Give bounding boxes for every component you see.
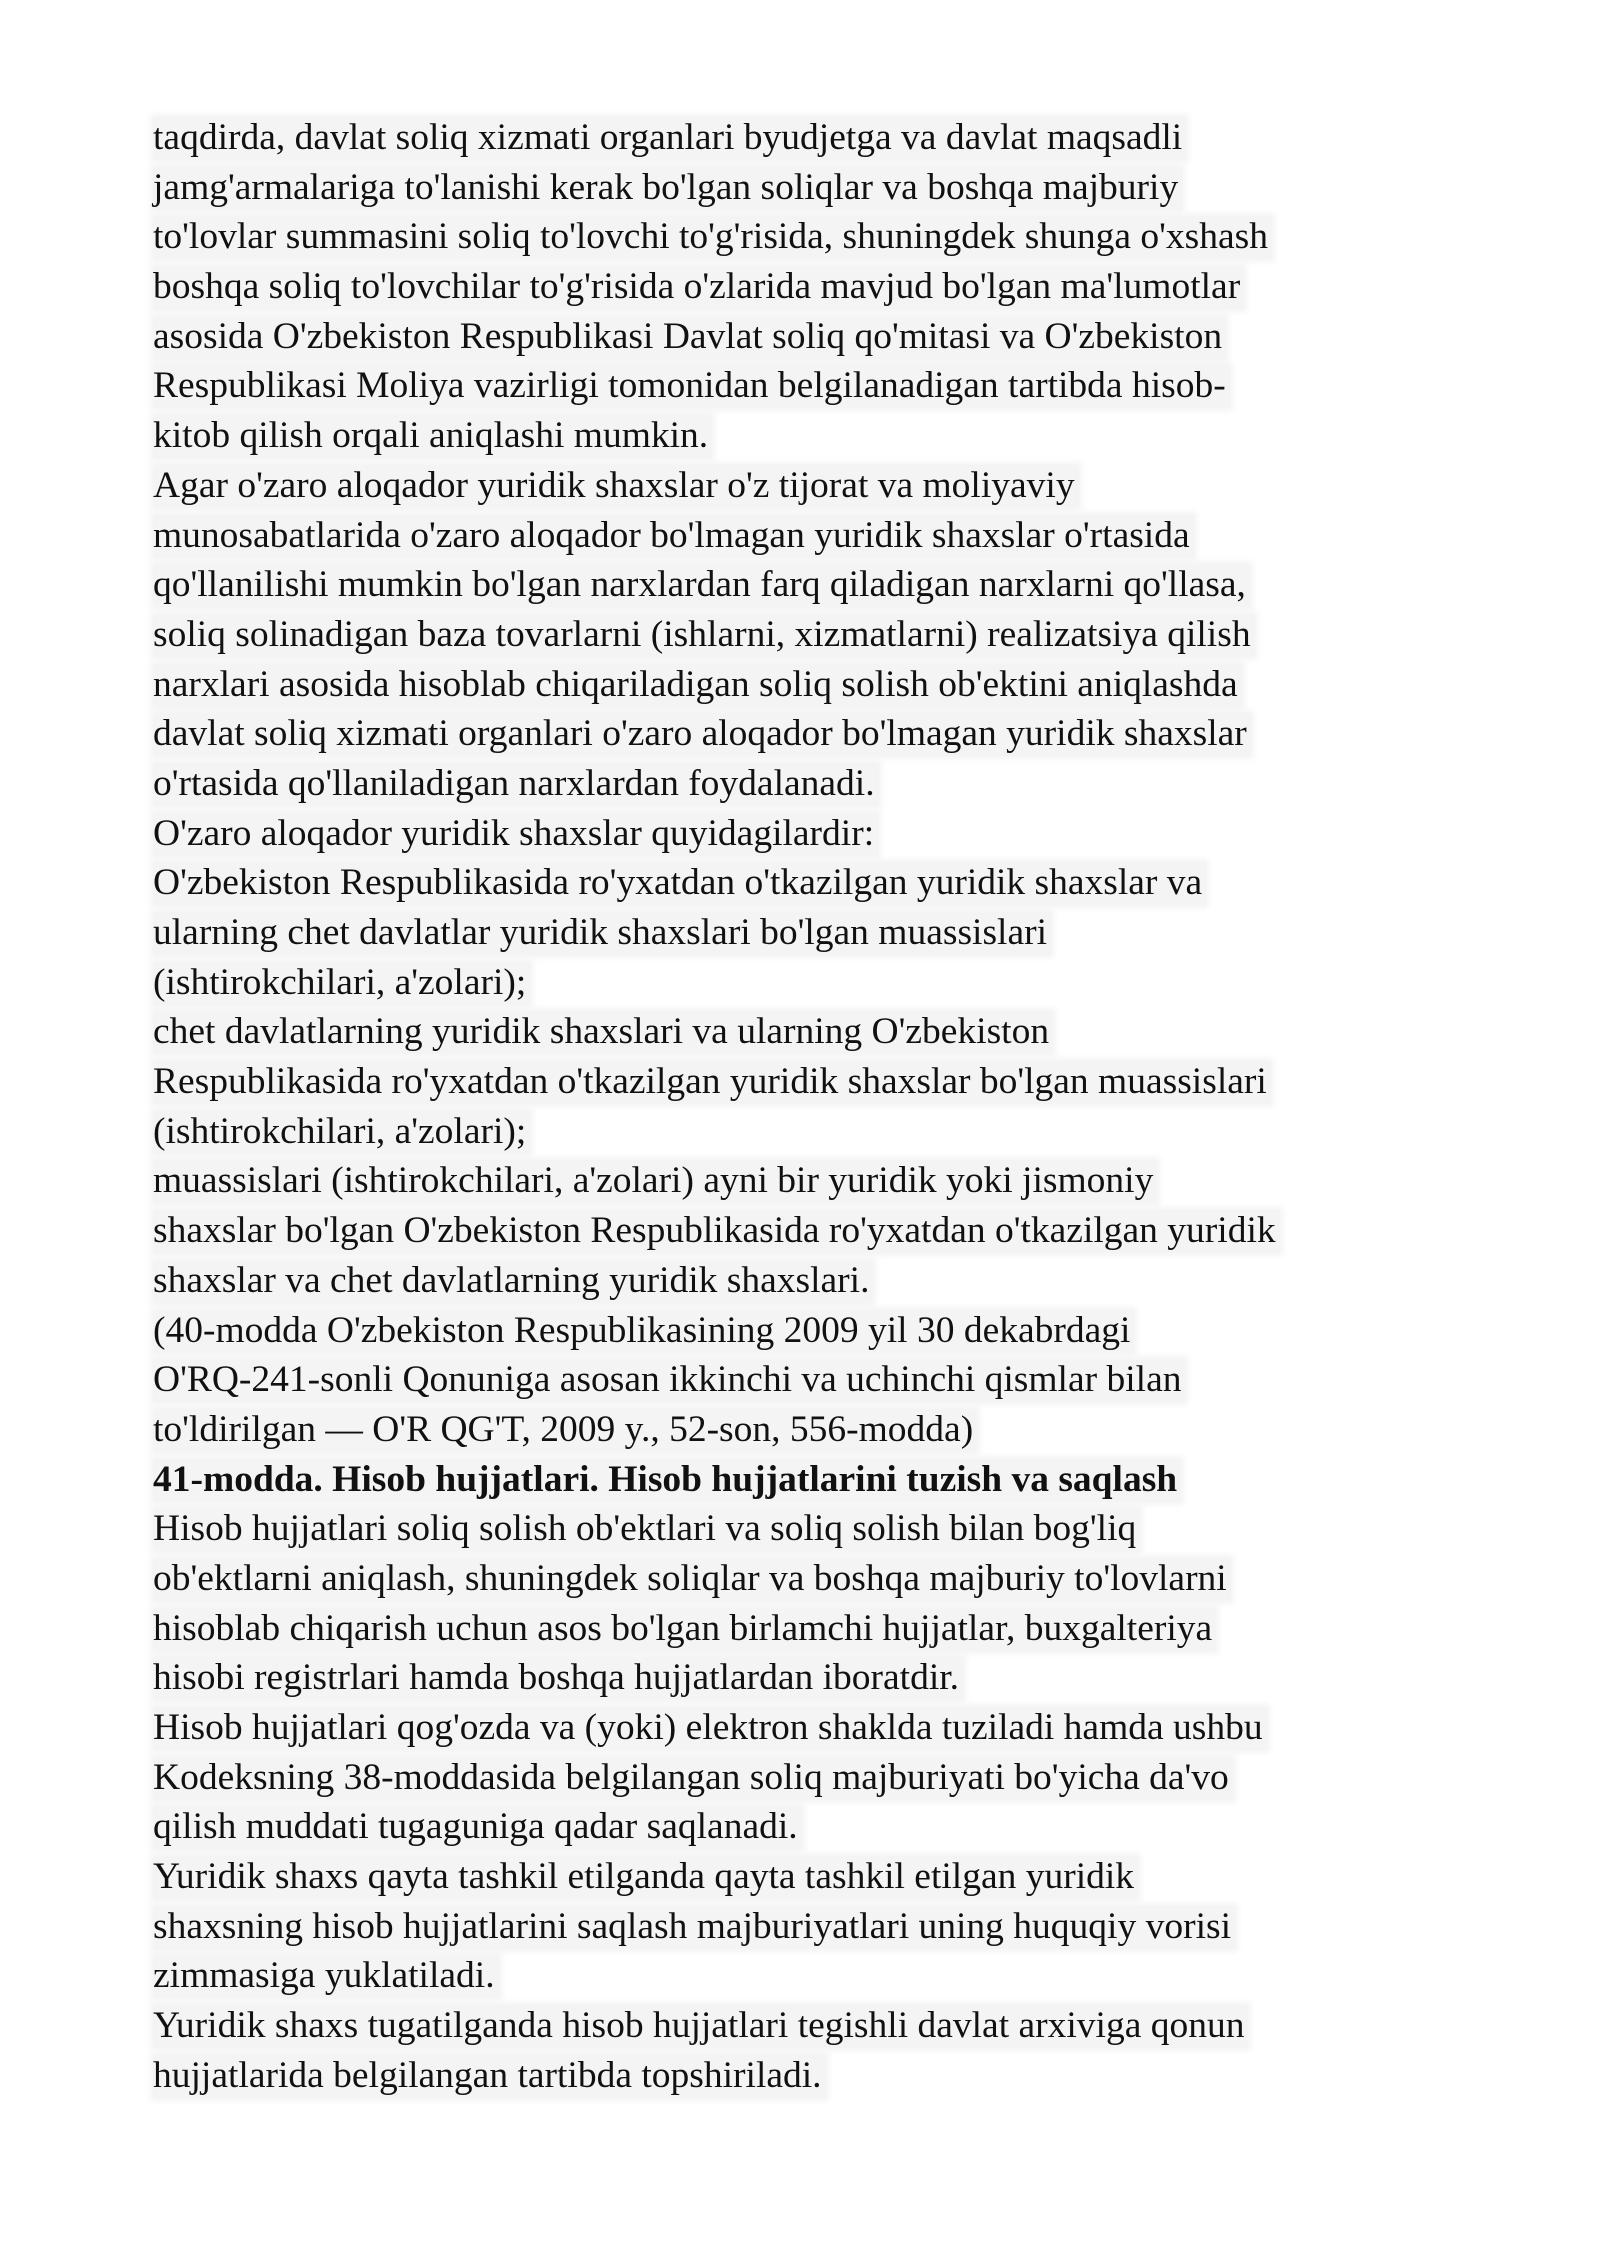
document-text-line: [153, 1504, 1473, 1554]
document-line-text: zimmasiga yuklatiladi.: [153, 1955, 499, 1998]
document-line-text: (ishtirokchilari, a'zolari);: [153, 962, 530, 1005]
document-line-text: kitob qilish orqali aniqlashi mumkin.: [153, 415, 712, 458]
document-line-text: asosida O'zbekiston Respublikasi Davlat soliq qo'mitasi va O'zbekiston: [153, 316, 1226, 359]
document-text-line: [153, 660, 1473, 710]
document-line-text: narxlari asosida hisoblab chiqariladigan soliq solish ob'ektini aniqlashda: [153, 664, 1242, 707]
document-text-line: [153, 1405, 1473, 1455]
document-text-line: [153, 163, 1473, 213]
document-text-line: [153, 858, 1473, 908]
document-line-text: Agar o'zaro aloqador yuridik shaxslar o'z tijorat va moliyaviy: [153, 465, 1079, 508]
document-line-text: Hisob hujjatlari qog'ozda va (yoki) elektron shaklda tuziladi hamda ushbu: [153, 1707, 1267, 1750]
document-text-line: [153, 560, 1473, 610]
document-line-text: chet davlatlarning yuridik shaxslari va ularning O'zbekiston: [153, 1011, 1053, 1054]
document-line-text: (ishtirokchilari, a'zolari);: [153, 1111, 530, 1154]
article-heading-text: 41-modda. Hisob hujjatlari. Hisob hujjatlarini tuzish va saqlash: [153, 1459, 1181, 1502]
document-line-text: Hisob hujjatlari soliq solish ob'ektlari va soliq solish bilan bog'liq: [153, 1508, 1140, 1551]
document-text-line: [153, 709, 1473, 759]
article-heading-line: [153, 1455, 1473, 1505]
document-line-text: O'zaro aloqador yuridik shaxslar quyidagilardir:: [153, 813, 878, 856]
document-text-line: [153, 1256, 1473, 1306]
document-line-text: boshqa soliq to'lovchilar to'g'risida o'zlarida mavjud bo'lgan ma'lumotlar: [153, 266, 1244, 309]
document-line-text: O'RQ-241-sonli Qonuniga asosan ikkinchi va uchinchi qismlar bilan: [153, 1359, 1185, 1402]
document-text-line: [153, 1703, 1473, 1753]
document-line-text: qilish muddati tugaguniga qadar saqlanadi.: [153, 1806, 802, 1849]
document-line-text: Yuridik shaxs tugatilganda hisob hujjatlari tegishli davlat arxiviga qonun: [153, 2005, 1248, 2048]
document-text-line: [153, 1057, 1473, 1107]
document-text-line: [153, 610, 1473, 660]
document-line-text: shaxsning hisob hujjatlarini saqlash majburiyatlari uning huquqiy vorisi: [153, 1906, 1235, 1949]
document-text-line: [153, 1951, 1473, 2001]
document-text-body: [153, 113, 1473, 2101]
document-line-text: muassislari (ishtirokchilari, a'zolari) ayni bir yuridik yoki jismoniy: [153, 1160, 1157, 1203]
document-text-line: [153, 1604, 1473, 1654]
document-text-line: [153, 1554, 1473, 1604]
document-line-text: davlat soliq xizmati organlari o'zaro aloqador bo'lmagan yuridik shaxslar: [153, 713, 1251, 756]
document-line-text: munosabatlarida o'zaro aloqador bo'lmagan yuridik shaxslar o'rtasida: [153, 515, 1194, 558]
document-line-text: O'zbekiston Respublikasida ro'yxatdan o'tkazilgan yuridik shaxslar va: [153, 862, 1206, 905]
document-text-line: [153, 2001, 1473, 2051]
document-text-line: [153, 1653, 1473, 1703]
document-text-line: [153, 113, 1473, 163]
document-text-line: [153, 212, 1473, 262]
document-line-text: Respublikasi Moliya vazirligi tomonidan belgilanadigan tartibda hisob-: [153, 365, 1230, 408]
document-line-text: taqdirda, davlat soliq xizmati organlari byudjetga va davlat maqsadli: [153, 117, 1186, 160]
document-text-line: [153, 809, 1473, 859]
document-line-text: hisobi registrlari hamda boshqa hujjatlardan iboratdir.: [153, 1657, 963, 1700]
document-line-text: to'lovlar summasini soliq to'lovchi to'g'risida, shuningdek shunga o'xshash: [153, 216, 1272, 259]
document-text-line: [153, 262, 1473, 312]
document-text-line: [153, 1306, 1473, 1356]
document-line-text: Kodeksning 38-moddasida belgilangan soliq majburiyati bo'yicha da'vo: [153, 1757, 1233, 1800]
document-line-text: shaxslar va chet davlatlarning yuridik shaxslari.: [153, 1260, 873, 1303]
document-text-line: [153, 312, 1473, 362]
document-line-text: Yuridik shaxs qayta tashkil etilganda qayta tashkil etilgan yuridik: [153, 1856, 1138, 1899]
document-line-text: (40-modda O'zbekiston Respublikasining 2009 yil 30 dekabrdagi: [153, 1310, 1134, 1353]
document-line-text: soliq solinadigan baza tovarlarni (ishlarni, xizmatlarni) realizatsiya qilish: [153, 614, 1255, 657]
document-line-text: o'rtasida qo'llaniladigan narxlardan foydalanadi.: [153, 763, 879, 806]
document-line-text: hujjatlarida belgilangan tartibda topshiriladi.: [153, 2055, 826, 2098]
document-text-line: [153, 1156, 1473, 1206]
document-text-line: [153, 511, 1473, 561]
document-line-text: shaxslar bo'lgan O'zbekiston Respublikasida ro'yxatdan o'tkazilgan yuridik: [153, 1210, 1280, 1253]
document-line-text: jamg'armalariga to'lanishi kerak bo'lgan soliqlar va boshqa majburiy: [153, 167, 1182, 210]
document-text-line: [153, 908, 1473, 958]
document-text-line: [153, 1355, 1473, 1405]
document-line-text: ob'ektlarni aniqlash, shuningdek soliqlar va boshqa majburiy to'lovlarni: [153, 1558, 1231, 1601]
document-text-line: [153, 1107, 1473, 1157]
document-text-line: [153, 1902, 1473, 1952]
document-text-line: [153, 461, 1473, 511]
document-text-line: [153, 411, 1473, 461]
document-line-text: Respublikasida ro'yxatdan o'tkazilgan yuridik shaxslar bo'lgan muassislari: [153, 1061, 1271, 1104]
document-text-line: [153, 361, 1473, 411]
document-text-line: [153, 1802, 1473, 1852]
document-line-text: qo'llanilishi mumkin bo'lgan narxlardan farq qiladigan narxlarni qo'llasa,: [153, 564, 1250, 607]
document-text-line: [153, 2051, 1473, 2101]
document-text-line: [153, 1007, 1473, 1057]
document-text-line: [153, 1206, 1473, 1256]
document-line-text: ularning chet davlatlar yuridik shaxslari bo'lgan muassislari: [153, 912, 1051, 955]
document-text-line: [153, 759, 1473, 809]
document-text-line: [153, 1753, 1473, 1803]
document-line-text: hisoblab chiqarish uchun asos bo'lgan birlamchi hujjatlar, buxgalteriya: [153, 1608, 1216, 1651]
document-text-line: [153, 958, 1473, 1008]
document-line-text: to'ldirilgan — O'R QG'T, 2009 y., 52-son, 556-modda): [153, 1409, 977, 1452]
document-text-line: [153, 1852, 1473, 1902]
